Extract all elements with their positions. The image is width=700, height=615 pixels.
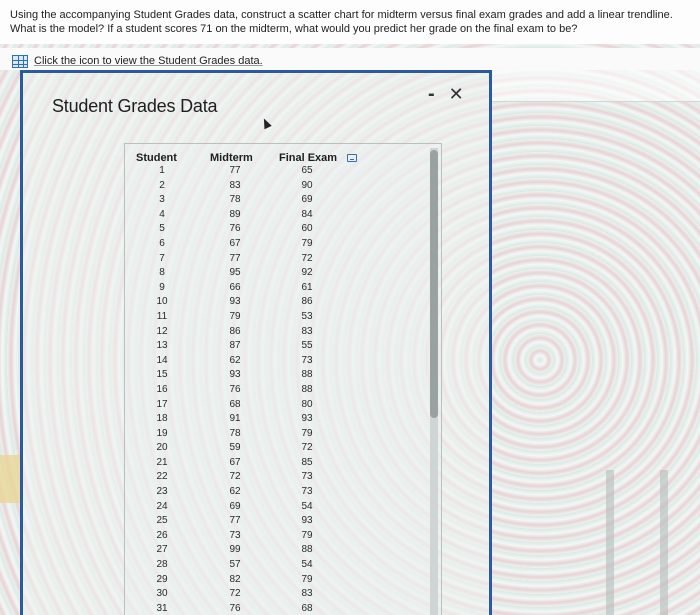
spreadsheet-grid-icon[interactable] — [12, 55, 28, 68]
table-row — [124, 501, 424, 516]
final-exam-cell: 79 — [301, 529, 313, 541]
data-table-body — [124, 165, 424, 615]
student-cell: 4 — [159, 208, 165, 220]
question-text-line-1: Using the accompanying Student Grades data, construct a scatter chart for midterm versus final exam grades and add a linear trendline. — [10, 9, 673, 21]
table-row — [124, 355, 424, 370]
student-cell: 7 — [159, 252, 165, 264]
midterm-cell: 59 — [229, 442, 241, 454]
table-row — [124, 296, 424, 311]
midterm-cell: 57 — [229, 559, 241, 571]
table-row — [124, 267, 424, 282]
midterm-cell: 72 — [229, 588, 241, 600]
midterm-cell: 69 — [229, 500, 241, 512]
student-cell: 19 — [156, 427, 168, 439]
student-cell: 14 — [156, 354, 168, 366]
student-cell: 18 — [156, 413, 168, 425]
table-row — [124, 209, 424, 224]
final-exam-cell: 85 — [301, 456, 313, 468]
table-row — [124, 413, 424, 428]
final-exam-cell: 72 — [301, 442, 313, 454]
final-exam-cell: 93 — [301, 413, 313, 425]
student-cell: 31 — [156, 602, 168, 614]
student-cell: 6 — [159, 237, 165, 249]
midterm-cell: 86 — [229, 325, 241, 337]
answer-area — [490, 70, 700, 102]
close-button[interactable]: ✕ — [448, 84, 464, 104]
midterm-cell: 79 — [229, 310, 241, 322]
final-exam-cell: 55 — [301, 340, 313, 352]
midterm-cell: 91 — [229, 413, 241, 425]
midterm-cell: 78 — [229, 427, 241, 439]
table-row — [124, 544, 424, 559]
table-row — [124, 384, 424, 399]
copy-data-icon[interactable] — [347, 154, 357, 162]
student-cell: 22 — [156, 471, 168, 483]
final-exam-cell: 68 — [301, 602, 313, 614]
table-row — [124, 471, 424, 486]
column-header-student: Student — [136, 152, 177, 164]
midterm-cell: 93 — [229, 369, 241, 381]
midterm-cell: 67 — [229, 237, 241, 249]
view-data-link[interactable]: Click the icon to view the Student Grades data. — [34, 55, 263, 67]
background-highlight — [0, 455, 20, 503]
final-exam-cell: 88 — [301, 544, 313, 556]
student-cell: 23 — [156, 486, 168, 498]
table-row — [124, 369, 424, 384]
table-row — [124, 588, 424, 603]
table-row — [124, 457, 424, 472]
final-exam-cell: 79 — [301, 573, 313, 585]
midterm-cell: 93 — [229, 296, 241, 308]
student-cell: 27 — [156, 544, 168, 556]
final-exam-cell: 65 — [301, 165, 313, 176]
student-cell: 25 — [156, 515, 168, 527]
final-exam-cell: 83 — [301, 588, 313, 600]
final-exam-cell: 86 — [301, 296, 313, 308]
final-exam-cell: 88 — [301, 369, 313, 381]
midterm-cell: 67 — [229, 456, 241, 468]
student-cell: 3 — [159, 194, 165, 206]
midterm-cell: 76 — [229, 223, 241, 235]
student-cell: 26 — [156, 529, 168, 541]
table-row — [124, 603, 424, 615]
column-header-final-exam: Final Exam — [279, 152, 338, 164]
final-exam-cell: 80 — [301, 398, 313, 410]
table-row — [124, 399, 424, 414]
table-row — [124, 530, 424, 545]
midterm-cell: 95 — [229, 267, 241, 279]
column-header-midterm: Midterm — [210, 152, 253, 164]
final-exam-cell: 92 — [301, 267, 313, 279]
table-row — [124, 428, 424, 443]
student-cell: 9 — [159, 281, 165, 293]
midterm-cell: 76 — [229, 602, 241, 614]
question-text-line-2: What is the model? If a student scores 71 on the midterm, what would you predict her grade on the final exam to be? — [10, 23, 578, 35]
student-cell: 30 — [156, 588, 168, 600]
midterm-cell: 62 — [229, 486, 241, 498]
table-row — [124, 559, 424, 574]
midterm-cell: 77 — [229, 252, 241, 264]
final-exam-cell: 73 — [301, 354, 313, 366]
midterm-cell: 76 — [229, 383, 241, 395]
final-exam-cell: 83 — [301, 325, 313, 337]
midterm-cell: 77 — [229, 165, 241, 176]
student-cell: 1 — [159, 165, 165, 176]
midterm-cell: 68 — [229, 398, 241, 410]
student-cell: 15 — [156, 369, 168, 381]
final-exam-cell: 90 — [301, 179, 313, 191]
final-exam-cell: 61 — [301, 281, 313, 293]
final-exam-cell: 53 — [301, 310, 313, 322]
window-title: Student Grades Data — [52, 96, 218, 116]
student-cell: 8 — [159, 267, 165, 279]
table-row — [124, 165, 424, 180]
midterm-cell: 72 — [229, 471, 241, 483]
table-row — [124, 238, 424, 253]
table-row — [124, 311, 424, 326]
student-cell: 17 — [156, 398, 168, 410]
table-row — [124, 223, 424, 238]
final-exam-cell: 69 — [301, 194, 313, 206]
midterm-cell: 99 — [229, 544, 241, 556]
midterm-cell: 83 — [229, 179, 241, 191]
table-row — [124, 194, 424, 209]
table-row — [124, 486, 424, 501]
student-cell: 11 — [156, 310, 168, 322]
minimize-button[interactable]: - — [428, 83, 435, 105]
midterm-cell: 66 — [229, 281, 241, 293]
final-exam-cell: 72 — [301, 252, 313, 264]
table-row — [124, 282, 424, 297]
scrollbar-thumb[interactable] — [430, 150, 438, 418]
student-cell: 21 — [156, 456, 168, 468]
final-exam-cell: 60 — [301, 223, 313, 235]
final-exam-cell: 93 — [301, 515, 313, 527]
student-cell: 2 — [159, 179, 165, 191]
table-row — [124, 326, 424, 341]
table-row — [124, 340, 424, 355]
midterm-cell: 87 — [229, 340, 241, 352]
window-controls — [428, 84, 464, 104]
table-row — [124, 253, 424, 268]
student-cell: 10 — [156, 296, 168, 308]
final-exam-cell: 73 — [301, 471, 313, 483]
final-exam-cell: 54 — [301, 500, 313, 512]
student-cell: 16 — [156, 383, 168, 395]
midterm-cell: 73 — [229, 529, 241, 541]
student-cell: 24 — [156, 500, 168, 512]
table-row — [124, 442, 424, 457]
student-cell: 29 — [156, 573, 168, 585]
background-stripe — [606, 470, 614, 615]
midterm-cell: 89 — [229, 208, 241, 220]
final-exam-cell: 84 — [301, 208, 313, 220]
final-exam-cell: 54 — [301, 559, 313, 571]
student-cell: 20 — [156, 442, 168, 454]
student-cell: 5 — [159, 223, 165, 235]
student-cell: 28 — [156, 559, 168, 571]
final-exam-cell: 79 — [301, 237, 313, 249]
student-cell: 13 — [156, 340, 168, 352]
question-header — [0, 0, 700, 44]
midterm-cell: 77 — [229, 515, 241, 527]
midterm-cell: 78 — [229, 194, 241, 206]
student-cell: 12 — [156, 325, 168, 337]
table-row — [124, 180, 424, 195]
table-row — [124, 515, 424, 530]
final-exam-cell: 88 — [301, 383, 313, 395]
final-exam-cell: 79 — [301, 427, 313, 439]
data-link-row — [0, 48, 700, 70]
final-exam-cell: 73 — [301, 486, 313, 498]
midterm-cell: 62 — [229, 354, 241, 366]
table-row — [124, 574, 424, 589]
background-stripe — [660, 470, 668, 615]
midterm-cell: 82 — [229, 573, 241, 585]
